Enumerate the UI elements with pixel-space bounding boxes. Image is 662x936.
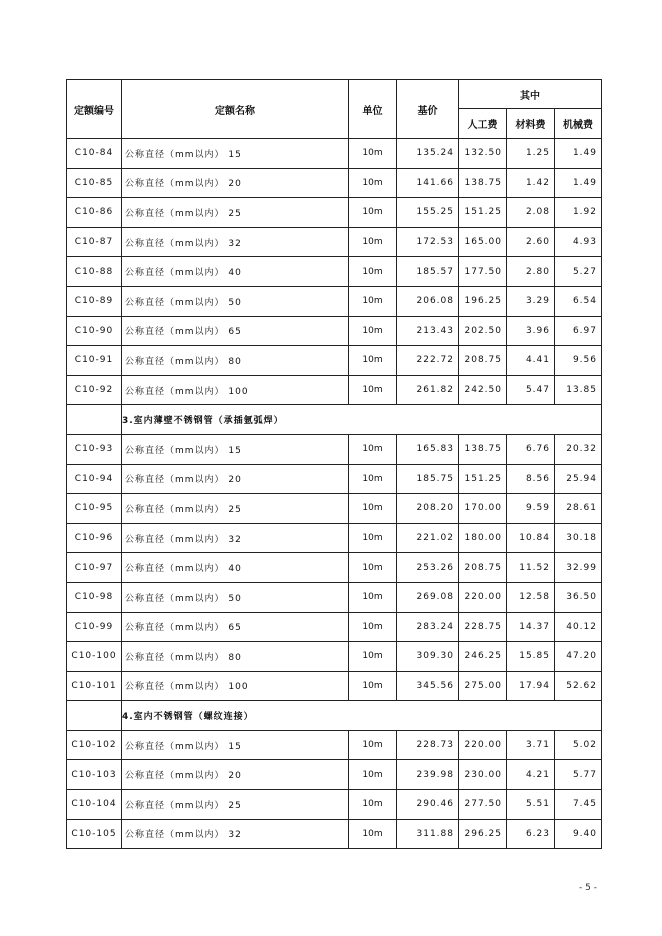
base-price-cell: 261.82: [397, 375, 459, 405]
code-cell: C10-92: [67, 375, 122, 405]
unit-cell: 10m: [349, 346, 397, 376]
unit-cell: 10m: [349, 642, 397, 672]
labor-cell: 151.25: [459, 198, 507, 228]
machine-cell: 30.18: [555, 523, 602, 553]
material-cell: 2.60: [507, 227, 555, 257]
section-row: [67, 405, 602, 435]
unit-cell: 10m: [349, 582, 397, 612]
labor-cell: 242.50: [459, 375, 507, 405]
machine-cell: 5.27: [555, 257, 602, 287]
labor-cell: 196.25: [459, 286, 507, 316]
unit-cell: 10m: [349, 671, 397, 701]
header-base-price: 基价: [397, 80, 459, 139]
labor-cell: 177.50: [459, 257, 507, 287]
labor-cell: 220.00: [459, 582, 507, 612]
base-price-cell: 165.83: [397, 434, 459, 464]
labor-cell: 208.75: [459, 346, 507, 376]
unit-cell: 10m: [349, 139, 397, 169]
base-price-cell: 239.98: [397, 760, 459, 790]
machine-cell: 47.20: [555, 642, 602, 672]
labor-cell: 151.25: [459, 464, 507, 494]
table-row: [67, 346, 602, 376]
base-price-cell: 283.24: [397, 612, 459, 642]
base-price-cell: 172.53: [397, 227, 459, 257]
machine-cell: 9.40: [555, 819, 602, 849]
table-row: [67, 375, 602, 405]
code-cell: C10-85: [67, 168, 122, 198]
table-row: [67, 494, 602, 524]
machine-cell: 1.49: [555, 168, 602, 198]
table-row: [67, 227, 602, 257]
material-cell: 2.08: [507, 198, 555, 228]
name-cell: 公称直径（mm以内） 20: [122, 464, 349, 494]
table-body: [67, 139, 602, 849]
name-cell: 公称直径（mm以内） 25: [122, 198, 349, 228]
base-price-cell: 155.25: [397, 198, 459, 228]
code-cell: C10-84: [67, 139, 122, 169]
unit-cell: 10m: [349, 464, 397, 494]
base-price-cell: 208.20: [397, 494, 459, 524]
labor-cell: 180.00: [459, 523, 507, 553]
material-cell: 3.71: [507, 730, 555, 760]
header-machine: 机械费: [555, 109, 602, 139]
name-cell: 公称直径（mm以内） 100: [122, 671, 349, 701]
code-cell: C10-94: [67, 464, 122, 494]
code-cell: C10-89: [67, 286, 122, 316]
unit-cell: 10m: [349, 316, 397, 346]
machine-cell: 32.99: [555, 553, 602, 583]
machine-cell: 1.49: [555, 139, 602, 169]
name-cell: 公称直径（mm以内） 15: [122, 139, 349, 169]
machine-cell: 40.12: [555, 612, 602, 642]
material-cell: 3.96: [507, 316, 555, 346]
base-price-cell: 345.56: [397, 671, 459, 701]
name-cell: 公称直径（mm以内） 32: [122, 227, 349, 257]
material-cell: 8.56: [507, 464, 555, 494]
base-price-cell: 269.08: [397, 582, 459, 612]
table-row: [67, 553, 602, 583]
material-cell: 4.41: [507, 346, 555, 376]
header-code: 定额编号: [67, 80, 122, 139]
table-row: [67, 257, 602, 287]
base-price-cell: 290.46: [397, 790, 459, 820]
header-name: 定额名称: [122, 80, 349, 139]
material-cell: 9.59: [507, 494, 555, 524]
name-cell: 公称直径（mm以内） 40: [122, 257, 349, 287]
name-cell: 公称直径（mm以内） 15: [122, 434, 349, 464]
table-row: [67, 819, 602, 849]
table-row: [67, 168, 602, 198]
name-cell: 公称直径（mm以内） 25: [122, 790, 349, 820]
base-price-cell: 228.73: [397, 730, 459, 760]
section-title: 3.室内薄壁不锈钢管（承插氩弧焊）: [122, 405, 602, 435]
code-cell: C10-101: [67, 671, 122, 701]
page-number: - 5 -: [579, 883, 597, 893]
base-price-cell: 311.88: [397, 819, 459, 849]
table-header: [67, 80, 602, 139]
labor-cell: 138.75: [459, 168, 507, 198]
material-cell: 6.76: [507, 434, 555, 464]
unit-cell: 10m: [349, 612, 397, 642]
labor-cell: 246.25: [459, 642, 507, 672]
unit-cell: 10m: [349, 730, 397, 760]
table-row: [67, 730, 602, 760]
code-cell: C10-95: [67, 494, 122, 524]
table-row: [67, 316, 602, 346]
quota-table: [66, 79, 602, 849]
table-row: [67, 760, 602, 790]
machine-cell: 4.93: [555, 227, 602, 257]
unit-cell: 10m: [349, 168, 397, 198]
table-row: [67, 642, 602, 672]
base-price-cell: 135.24: [397, 139, 459, 169]
labor-cell: 132.50: [459, 139, 507, 169]
base-price-cell: 309.30: [397, 642, 459, 672]
section-title: 4.室内不锈钢管（螺纹连接）: [122, 701, 602, 731]
labor-cell: 138.75: [459, 434, 507, 464]
material-cell: 4.21: [507, 760, 555, 790]
base-price-cell: 185.75: [397, 464, 459, 494]
unit-cell: 10m: [349, 227, 397, 257]
machine-cell: 5.02: [555, 730, 602, 760]
machine-cell: 36.50: [555, 582, 602, 612]
header-labor: 人工费: [459, 109, 507, 139]
header-unit: 单位: [349, 80, 397, 139]
unit-cell: 10m: [349, 257, 397, 287]
material-cell: 12.58: [507, 582, 555, 612]
machine-cell: 13.85: [555, 375, 602, 405]
machine-cell: 1.92: [555, 198, 602, 228]
unit-cell: 10m: [349, 375, 397, 405]
labor-cell: 296.25: [459, 819, 507, 849]
name-cell: 公称直径（mm以内） 80: [122, 346, 349, 376]
material-cell: 5.51: [507, 790, 555, 820]
material-cell: 5.47: [507, 375, 555, 405]
code-cell: C10-103: [67, 760, 122, 790]
name-cell: 公称直径（mm以内） 80: [122, 642, 349, 672]
code-cell: C10-91: [67, 346, 122, 376]
code-cell: C10-100: [67, 642, 122, 672]
material-cell: 6.23: [507, 819, 555, 849]
labor-cell: 220.00: [459, 730, 507, 760]
table-row: [67, 671, 602, 701]
material-cell: 1.25: [507, 139, 555, 169]
code-cell: C10-97: [67, 553, 122, 583]
unit-cell: 10m: [349, 553, 397, 583]
labor-cell: 275.00: [459, 671, 507, 701]
code-cell: C10-93: [67, 434, 122, 464]
labor-cell: 277.50: [459, 790, 507, 820]
base-price-cell: 253.26: [397, 553, 459, 583]
code-cell: C10-102: [67, 730, 122, 760]
code-cell: C10-90: [67, 316, 122, 346]
material-cell: 3.29: [507, 286, 555, 316]
unit-cell: 10m: [349, 434, 397, 464]
section-code-cell: [67, 405, 122, 435]
code-cell: C10-99: [67, 612, 122, 642]
name-cell: 公称直径（mm以内） 100: [122, 375, 349, 405]
table-row: [67, 286, 602, 316]
base-price-cell: 221.02: [397, 523, 459, 553]
unit-cell: 10m: [349, 494, 397, 524]
code-cell: C10-88: [67, 257, 122, 287]
base-price-cell: 141.66: [397, 168, 459, 198]
code-cell: C10-98: [67, 582, 122, 612]
header-among: 其中: [459, 80, 602, 109]
table-row: [67, 464, 602, 494]
labor-cell: 170.00: [459, 494, 507, 524]
machine-cell: 28.61: [555, 494, 602, 524]
labor-cell: 202.50: [459, 316, 507, 346]
material-cell: 10.84: [507, 523, 555, 553]
table-row: [67, 790, 602, 820]
base-price-cell: 185.57: [397, 257, 459, 287]
unit-cell: 10m: [349, 760, 397, 790]
table-row: [67, 434, 602, 464]
code-cell: C10-104: [67, 790, 122, 820]
table-row: [67, 612, 602, 642]
unit-cell: 10m: [349, 790, 397, 820]
section-code-cell: [67, 701, 122, 731]
code-cell: C10-96: [67, 523, 122, 553]
material-cell: 17.94: [507, 671, 555, 701]
material-cell: 14.37: [507, 612, 555, 642]
labor-cell: 228.75: [459, 612, 507, 642]
name-cell: 公称直径（mm以内） 40: [122, 553, 349, 583]
code-cell: C10-105: [67, 819, 122, 849]
header-material: 材料费: [507, 109, 555, 139]
unit-cell: 10m: [349, 819, 397, 849]
name-cell: 公称直径（mm以内） 20: [122, 168, 349, 198]
name-cell: 公称直径（mm以内） 65: [122, 612, 349, 642]
name-cell: 公称直径（mm以内） 20: [122, 760, 349, 790]
code-cell: C10-86: [67, 198, 122, 228]
name-cell: 公称直径（mm以内） 32: [122, 819, 349, 849]
machine-cell: 52.62: [555, 671, 602, 701]
table-row: [67, 139, 602, 169]
base-price-cell: 222.72: [397, 346, 459, 376]
material-cell: 15.85: [507, 642, 555, 672]
machine-cell: 5.77: [555, 760, 602, 790]
table-row: [67, 523, 602, 553]
machine-cell: 9.56: [555, 346, 602, 376]
section-row: [67, 701, 602, 731]
machine-cell: 20.32: [555, 434, 602, 464]
name-cell: 公称直径（mm以内） 25: [122, 494, 349, 524]
name-cell: 公称直径（mm以内） 50: [122, 582, 349, 612]
labor-cell: 230.00: [459, 760, 507, 790]
material-cell: 1.42: [507, 168, 555, 198]
unit-cell: 10m: [349, 286, 397, 316]
table-row: [67, 198, 602, 228]
labor-cell: 208.75: [459, 553, 507, 583]
machine-cell: 25.94: [555, 464, 602, 494]
base-price-cell: 213.43: [397, 316, 459, 346]
code-cell: C10-87: [67, 227, 122, 257]
name-cell: 公称直径（mm以内） 15: [122, 730, 349, 760]
material-cell: 11.52: [507, 553, 555, 583]
table-row: [67, 582, 602, 612]
name-cell: 公称直径（mm以内） 50: [122, 286, 349, 316]
labor-cell: 165.00: [459, 227, 507, 257]
machine-cell: 6.54: [555, 286, 602, 316]
unit-cell: 10m: [349, 198, 397, 228]
unit-cell: 10m: [349, 523, 397, 553]
material-cell: 2.80: [507, 257, 555, 287]
name-cell: 公称直径（mm以内） 32: [122, 523, 349, 553]
machine-cell: 6.97: [555, 316, 602, 346]
base-price-cell: 206.08: [397, 286, 459, 316]
machine-cell: 7.45: [555, 790, 602, 820]
name-cell: 公称直径（mm以内） 65: [122, 316, 349, 346]
